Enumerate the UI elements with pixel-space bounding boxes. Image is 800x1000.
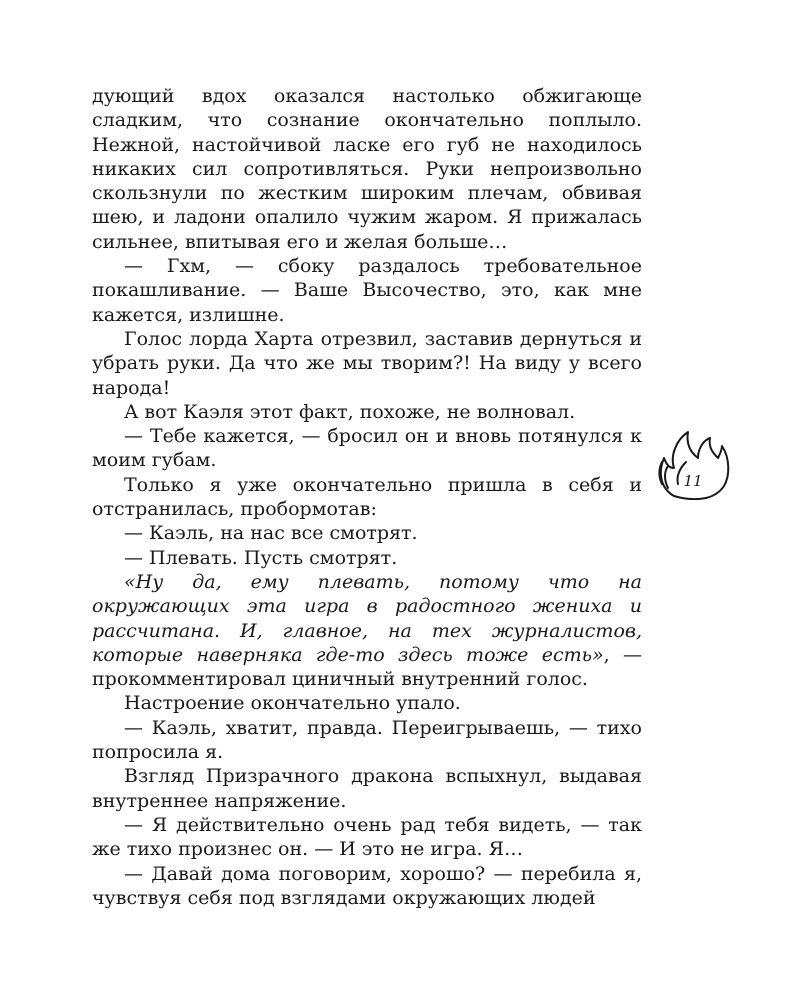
paragraph-1: дующий вдох оказался настолько обжигающе сладким, что сознание окончательно поплыло. Нежной, настойчивой ласке его губ не находилось никаких сил сопротивляться. Руки непроизвольно скользнули по жестким широким плечам, обвивая шею, и ладони опалило чужим жаром. Я прижалась сильнее, впитывая его и желая больше…	[92, 85, 642, 253]
page-number: 11	[683, 472, 703, 490]
paragraph-quote	[92, 570, 642, 691]
inner-voice-quote: «Ну да, ему плевать, потому что на окружающих эта игра в радостного жениха и рассчитана. И, главное, на тех журналистов, которые наверняка где-то здесь тоже есть»	[92, 570, 642, 666]
paragraph-6: Только я уже окончательно пришла в себя и отстранилась, пробормотав:	[92, 473, 642, 521]
paragraph-3: Голос лорда Харта отрезвил, заставив дернуться и убрать руки. Да что же мы творим?! На виду у всего народа!	[92, 327, 642, 399]
paragraph-12: Взгляд Призрачного дракона вспыхнул, выдавая внутреннее напряжение.	[92, 765, 642, 812]
paragraph-11: — Каэль, хватит, правда. Переигрываешь, — тихо попросила я.	[92, 716, 642, 764]
quote-attribution: , — прокомментировал циничный внутренний голос.	[92, 643, 642, 691]
paragraph-5: — Тебе кажется, — бросил он и вновь потянулся к моим губам.	[92, 425, 642, 472]
paragraph-2: — Гхм, — сбоку раздалось требовательное покашливание. — Ваше Высочество, это, как мне кажется, излишне.	[92, 255, 642, 326]
paragraph-14: — Давай дома поговорим, хорошо? — перебила я, чувствуя себя под взглядами окружающих людей	[92, 862, 642, 909]
paragraph-8: — Плевать. Пусть смотрят.	[124, 546, 398, 569]
paragraph-7: — Каэль, на нас все смотрят.	[124, 522, 418, 545]
paragraph-13: — Я действительно очень рад тебя видеть, — так же тихо произнес он. — И это не игра. Я…	[92, 813, 642, 861]
body-text	[92, 84, 642, 910]
paragraph-10: Настроение окончательно упало.	[124, 692, 461, 715]
paragraph-4: А вот Каэля этот факт, похоже, не волновал.	[124, 400, 576, 423]
page-folio	[654, 428, 732, 500]
